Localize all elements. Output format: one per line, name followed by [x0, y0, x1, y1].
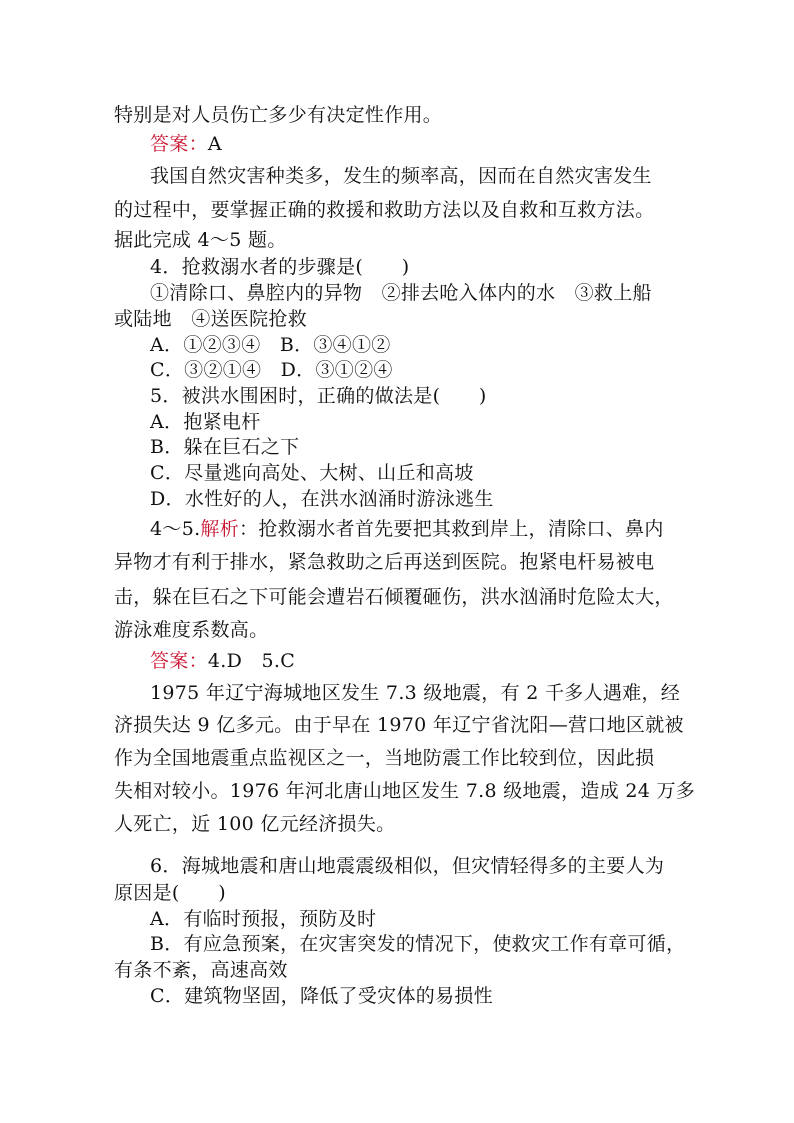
passage-2-line: 失相对较小。1976 年河北唐山地区发生 7.8 级地震，造成 24 万多	[114, 780, 696, 802]
answer-value: 4.D 5.C	[207, 650, 296, 672]
analysis-prefix: 4～5.	[150, 518, 201, 540]
question-6-stem: 原因是( )	[114, 882, 226, 904]
question-6-option-a: A．有临时预报，预防及时	[150, 908, 377, 930]
question-6-option-c: C．建筑物坚固，降低了受灾体的易损性	[150, 985, 493, 1007]
passage-2-line: 济损失达 9 亿多元。由于早在 1970 年辽宁省沈阳—营口地区就被	[114, 714, 684, 736]
passage-1-line: 的过程中，要掌握正确的救援和救助方法以及自救和互救方法。	[114, 199, 655, 221]
passage-1-line: 据此完成 4～5 题。	[114, 229, 287, 251]
analysis-line: 异物才有利于排水，紧急救助之后再送到医院。抱紧电杆易被电	[114, 551, 655, 573]
answer-value: A	[207, 133, 222, 155]
passage-2-line: 作为全国地震重点监视区之一，当地防震工作比较到位，因此损	[114, 747, 655, 769]
question-6-stem: 6．海城地震和唐山地震震级相似，但灾情轻得多的主要人为	[150, 855, 665, 877]
question-4-items: 或陆地 ④送医院抢救	[114, 308, 308, 330]
question-4-options: A．①②③④ B．③④①②	[150, 334, 391, 356]
question-4-stem: 4．抢救溺水者的步骤是( )	[150, 256, 410, 278]
question-5-option: A．抱紧电杆	[150, 411, 261, 433]
answer-label: 答案：	[150, 133, 208, 155]
question-5-option: C．尽量逃向高处、大树、山丘和高坡	[150, 462, 474, 484]
question-5-option: D．水性好的人，在洪水汹涌时游泳逃生	[150, 488, 494, 510]
passage-1-line: 我国自然灾害种类多，发生的频率高，因而在自然灾害发生	[150, 165, 652, 187]
question-6-option-b: 有条不紊，高速高效	[114, 959, 288, 981]
question-4-options: C．③②①④ D．③①②④	[150, 359, 393, 381]
question-5-stem: 5．被洪水围困时，正确的做法是( )	[150, 385, 487, 407]
analysis-text: ：抢救溺水者首先要把其救到岸上，清除口、鼻内	[239, 518, 664, 540]
analysis-line: 击，躲在巨石之下可能会遭岩石倾覆砸伤，洪水汹涌时危险太大，	[114, 586, 674, 608]
analysis-line: 游泳难度系数高。	[114, 619, 269, 641]
intro-tail-line: 特别是对人员伤亡多少有决定性作用。	[114, 104, 443, 126]
answer-line-45	[150, 648, 295, 674]
answer-label: 答案：	[150, 650, 208, 672]
question-6-option-b: B．有应急预案，在灾害突发的情况下，使救灾工作有章可循，	[150, 933, 686, 955]
passage-2-line: 1975 年辽宁海城地区发生 7.3 级地震，有 2 千多人遇难，经	[150, 682, 681, 704]
analysis-first-line	[150, 516, 664, 542]
analysis-label: 解析	[200, 518, 240, 540]
answer-line-3	[150, 131, 222, 157]
question-4-items: ①清除口、鼻腔内的异物 ②排去呛入体内的水 ③救上船	[150, 282, 652, 304]
question-5-option: B．躲在巨石之下	[150, 436, 300, 458]
passage-2-line: 人死亡，近 100 亿元经济损失。	[114, 813, 396, 835]
